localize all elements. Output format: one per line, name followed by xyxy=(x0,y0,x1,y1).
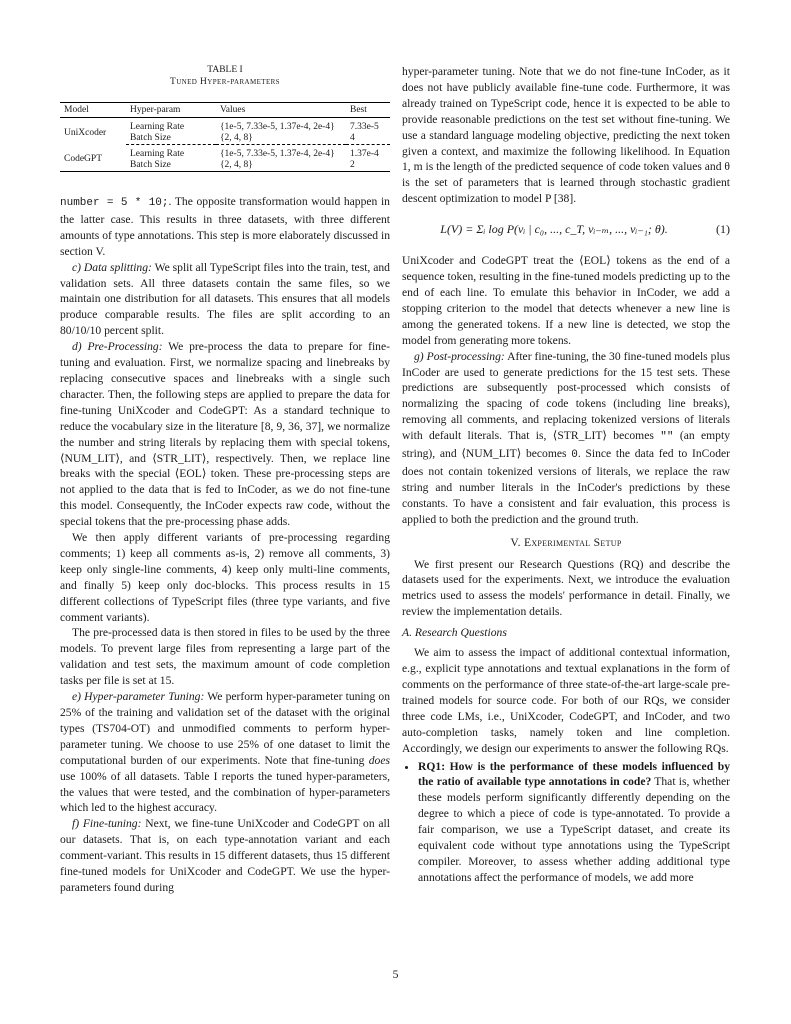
hyperparameter-table xyxy=(60,102,390,172)
table-label: TABLE I xyxy=(207,65,243,75)
header-model: Model xyxy=(60,103,126,118)
header-hyper-param: Hyper-param xyxy=(126,103,216,118)
table-row xyxy=(60,145,390,161)
paragraph-heading: f) Fine-tuning: xyxy=(72,817,142,831)
equation-likelihood xyxy=(402,209,730,249)
paragraph-setup-intro: We first present our Research Questions (RQ) and describe the datasets used for the experiments. Next, we introduce the evaluation metrics used to assess the models' performance in detail. Finally, we review the implementation details. xyxy=(402,557,730,619)
paragraph-heading: d) Pre-Processing: xyxy=(72,340,163,354)
cell-model: CodeGPT xyxy=(60,145,126,172)
header-values: Values xyxy=(216,103,346,118)
inline-code: "" xyxy=(660,431,674,444)
paragraph-eol-tokens: UniXcoder and CodeGPT treat the ⟨EOL⟩ tokens as the end of a sequence token, resulting in the fine-tuned models predicting up to the end of each line. To emulate this behavior in InCoder, we add a stopping criterion to the model that detects whenever a new line is among the generated tokens. If a new line is detected, we stop the model from generating more tokens. xyxy=(402,254,730,347)
paragraph-tuning-continued: hyper-parameter tuning. Note that we do not fine-tune InCoder, as it does not have publicly available fine-tune code. Furthermore, it was already trained on TypeScript code, hence it is expected to be able to provide reasonable predictions on the test set without fine-tuning. We use a standard language modeling objective, predicting the next token given a context, and maximize the following likelihood. In Equation 1, m is the length of the predicted sequence of code token values and θ is the set of parameters that is learned through stochastic gradient descent optimization to model P [38]. xyxy=(402,65,730,206)
paragraph-pre-processing xyxy=(60,339,390,530)
list-item-rq1 xyxy=(418,759,730,886)
emphasis-text: does xyxy=(368,753,390,767)
cell-values: {1e-5, 7.33e-5, 1.37e-4, 2e-4} xyxy=(220,149,335,159)
paragraph-text: . The opposite transformation would happen in the latter case. This results in three datasets, with three different amounts of type annotations. This step is more elaborately discussed in section V. xyxy=(60,195,390,258)
subsection-title: A. Research Questions xyxy=(402,626,507,640)
paragraph-heading: g) Post-processing: xyxy=(414,349,505,363)
equation-body: L(V) = Σᵢ log P(vᵢ | c₀, ..., c_T, vᵢ₋ₘ, ..., vᵢ₋₁; θ). xyxy=(440,221,668,236)
paragraph-comment-variants: We then apply different variants of pre-processing regarding comments; 1) keep all comments as-is, 2) remove all comments, 3) keep only single-line comments, 4) keep only multi-line comments, and finally 5) keep only doc-blocks. This process results in 15 different collections of TypeScript files (three type variants, and five comment variants). xyxy=(60,531,390,624)
paragraph-hyperparameter-tuning xyxy=(60,689,390,816)
cell-model: UniXcoder xyxy=(64,127,107,138)
table-row xyxy=(60,118,390,134)
paragraph-text: We split all TypeScript files into the train, test, and validation sets. All three datasets contain the same files, so we maintain one distribution for all datasets. This ensures that all models produce comparable results. The files are split according to an 80/10/10 percent split. xyxy=(60,260,390,338)
paragraph-storage: The pre-processed data is then stored in files to be used by the three models. To prevent large files from representing a large part of the validation and test sets, the maximum amount of code completion tasks per file is set at 15. xyxy=(60,626,390,688)
cell-values: {1e-5, 7.33e-5, 1.37e-4, 2e-4} xyxy=(220,122,335,132)
table-header-row xyxy=(60,103,390,118)
left-column xyxy=(60,64,390,896)
page-number: 5 xyxy=(392,968,399,981)
section-title: V. Experimental Setup xyxy=(510,535,622,549)
inline-code: number = 5 * 10; xyxy=(60,197,169,209)
cell-param: Learning Rate xyxy=(130,122,185,132)
paragraph-fine-tuning xyxy=(60,816,390,896)
paragraph-transformation xyxy=(60,194,390,260)
cell-best: 4 xyxy=(346,133,390,145)
paragraph-text: (an empty string), and ⟨NUM_LIT⟩ becomes xyxy=(402,429,730,461)
research-question-list xyxy=(402,759,730,886)
cell-param: Batch Size xyxy=(126,160,216,172)
paragraph-text: We perform hyper-parameter tuning on 25% of the training and validation set of the dataset with the original types (TS704-OT) and unmodified comments to perform hyper-parameter tuning. We choose to use 25% of one dataset to limit the computational burden of our experiments. Note that fine-tuning xyxy=(60,690,390,767)
paragraph-data-splitting xyxy=(60,260,390,340)
rq1-text: That is, whether these models perform significantly differently depending on the degree to which a piece of code is type-annotated. To provide a fair comparison, we use a TypeScript dataset, and create its equivalent code without type annotations using the TypeScript compiler. Moreover, to assess whether adding additional type annotations affect the performance of models, we add more xyxy=(418,775,730,884)
right-column xyxy=(402,64,730,886)
cell-param: Batch Size xyxy=(126,133,216,145)
paragraph-text: After fine-tuning, the 30 fine-tuned models plus InCoder are used to generate predictions for the 15 test sets. These predictions are subsequently post-processed which consists of normalizing the spacing of code tokens (including line breaks), removing all comments, and replacing tokenized versions of literals with default literals. That is, ⟨STR_LIT⟩ becomes xyxy=(402,349,730,443)
cell-values: {2, 4, 8} xyxy=(216,133,346,145)
paragraph-text: We pre-process the data to prepare for fine-tuning and evaluation. First, we normalize spacing and linebreaks by replacing consecutive spaces and linebreaks with a single such character. Then, the following steps are applied to prepare the data for fine-tuning UniXcoder and CodeGPT: As a standard technique to reduce the vocabulary size in the literature [8, 9, 36, 37], we normalize the number and string literals by replacing them with special tokens, ⟨NUM_LIT⟩, and ⟨STR_LIT⟩, respectively. Then, we replace line breaks with the special ⟨EOL⟩ token. These pre-processing steps are not applied to the data that is fed to InCoder, as we do not fine-tune this model. Consequently, the InCoder expects raw code, without the special tokens that the pre-processing phase adds. xyxy=(60,340,390,529)
cell-best: 1.37e-4 xyxy=(350,149,379,159)
paragraph-text: use 100% of all datasets. Table I reports the tuned hyper-parameters, the values that were tested, and the combination of hyper-parameters which led to the highest accuracy. xyxy=(60,769,390,815)
cell-param: Learning Rate xyxy=(130,149,185,159)
cell-values: {2, 4, 8} xyxy=(216,160,346,172)
table-caption xyxy=(60,64,390,88)
paragraph-post-processing xyxy=(402,349,730,528)
paragraph-text: Next, we fine-tune UniXcoder and CodeGPT on all our datasets. That is, on each type-annotation variant and each comment-variant. This results in 15 different datasets, thus 15 different fine-tuned models for UniXcoder and CodeGPT. We use the hyper-parameters found during xyxy=(60,817,390,894)
header-best: Best xyxy=(346,103,390,118)
equation-number: (1) xyxy=(716,221,730,236)
cell-best: 2 xyxy=(346,160,390,172)
cell-best: 7.33e-5 xyxy=(350,122,379,132)
table-title: Tuned Hyper-parameters xyxy=(170,77,280,87)
inline-code: 0 xyxy=(571,449,578,462)
rq1-question: RQ1: How is the performance of these models influenced by the ratio of available type annotations in code? xyxy=(418,759,730,789)
paragraph-text: . Since the data fed to InCoder does not contain tokenized versions of literals, we replace the raw string and number literals in the InCoder's predictions by these constants. To have a consistent and fair evaluation, this process is applied to both the prediction and the ground truth. xyxy=(402,447,730,526)
paragraph-heading: e) Hyper-parameter Tuning: xyxy=(72,690,205,704)
paragraph-heading: c) Data splitting: xyxy=(72,260,152,274)
paragraph-research-aim: We aim to assess the impact of additional contextual information, e.g., explicit type annotations and textual explanations in the form of comments on the performance of three state-of-the-art large-scale pre-trained models for source code. For both of our RQs, we consider three code LMs, i.e., UniXcoder, CodeGPT, and InCoder, and two auto-completion tasks, namely token and line completion. Accordingly, we design our experiments to answer the following RQs. xyxy=(402,646,730,755)
